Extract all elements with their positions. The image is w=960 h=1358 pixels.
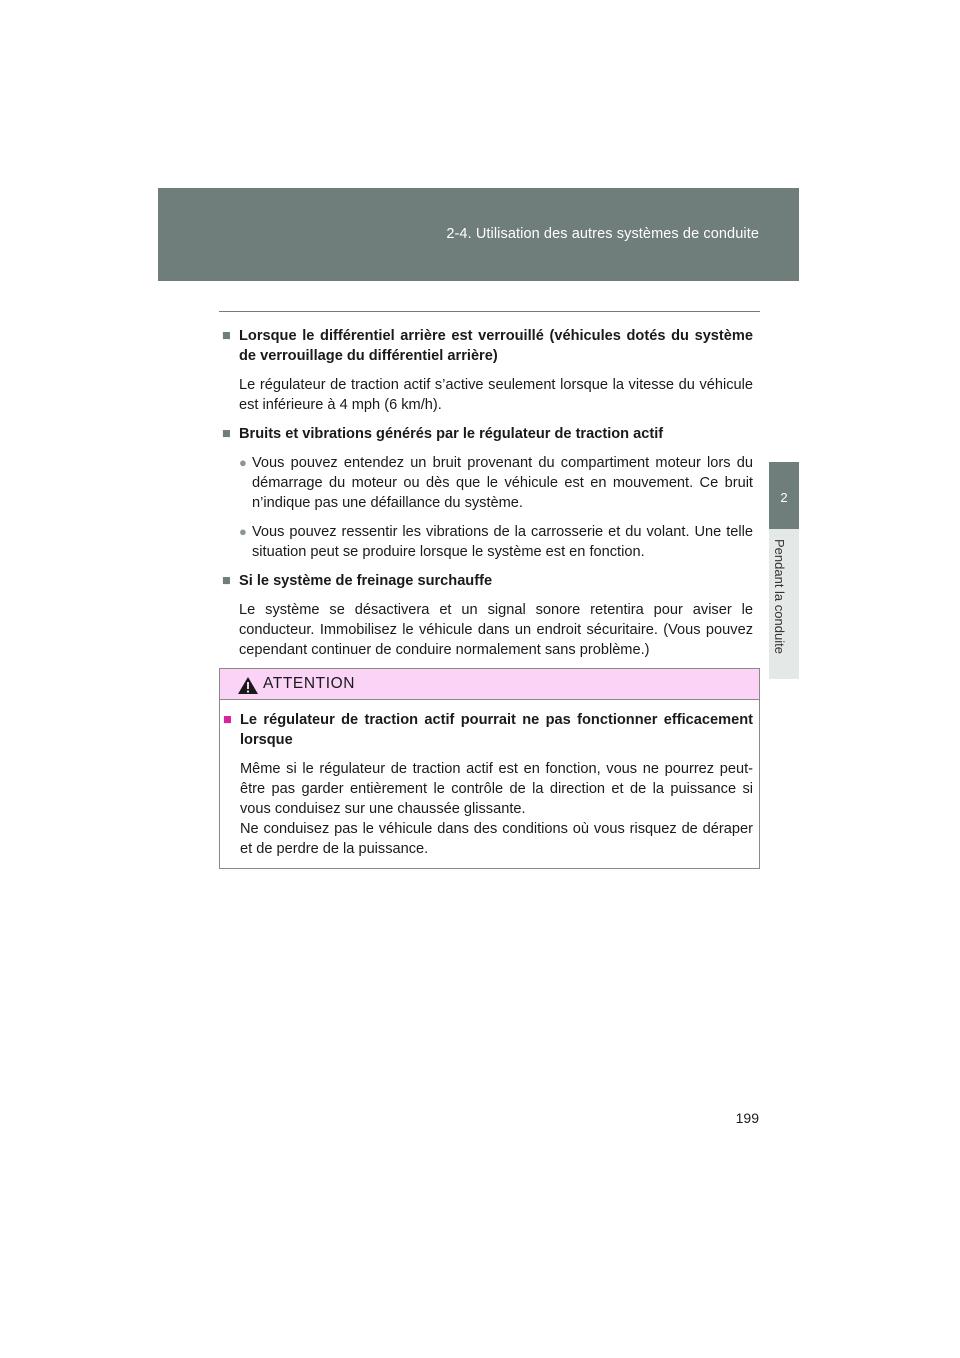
warning-text: Même si le régulateur de traction actif est en fonction, vous ne pourrez peut-être pas garder entièrement le contrôle de la direction et de la puissance si vous conduisez sur une chaussée glissante. xyxy=(240,761,753,817)
round-bullet-icon: ● xyxy=(239,455,247,470)
warning-heading xyxy=(223,710,753,750)
section-heading-text: Bruits et vibrations générés par le régulateur de traction actif xyxy=(239,426,664,442)
chapter-tab xyxy=(769,462,799,529)
chapter-number: 2 xyxy=(780,490,788,505)
section-heading xyxy=(222,571,753,591)
square-bullet-icon: ■ xyxy=(222,328,231,344)
section-body: Le régulateur de traction actif s’active seulement lorsque la vitesse du véhicule est inférieure à 4 mph (6 km/h). xyxy=(239,377,753,413)
list-item xyxy=(239,453,753,513)
warning-triangle-icon xyxy=(237,676,259,695)
section-heading-text: Lorsque le différentiel arrière est verrouillé (véhicules dotés du système de verrouillage du différentiel arrière) xyxy=(239,328,753,364)
list-item xyxy=(239,522,753,562)
list-item-text: Vous pouvez entendez un bruit provenant du compartiment moteur lors du démarrage du moteur ou dès que le véhicule est en mouvement. Ce bruit n’indique pas une défaillance du système. xyxy=(252,455,753,511)
warning-box xyxy=(219,668,760,869)
chapter-label: Pendant la conduite xyxy=(772,539,787,654)
section-heading xyxy=(222,326,753,366)
section-heading xyxy=(222,424,753,444)
warning-heading-text: Le régulateur de traction actif pourrait ne pas fonctionner efficacement lorsque xyxy=(240,712,753,748)
page-number: 199 xyxy=(735,1110,759,1126)
square-bullet-icon: ■ xyxy=(222,426,231,442)
warning-body xyxy=(220,700,759,859)
warning-label: ATTENTION xyxy=(263,675,356,692)
square-bullet-icon: ■ xyxy=(223,712,232,728)
chapter-header-band xyxy=(158,188,799,281)
round-bullet-icon: ● xyxy=(239,524,247,539)
section-body: Le système se désactivera et un signal sonore retentira pour aviser le conducteur. Immobilisez le véhicule dans un endroit sécuritaire. (Vous pouvez cependant continuer de conduire normalement sans problème.) xyxy=(239,602,753,658)
chapter-tab-label-area xyxy=(769,529,799,679)
warning-header xyxy=(220,669,759,700)
list-item-text: Vous pouvez ressentir les vibrations de la carrosserie et du volant. Une telle situation peut se produire lorsque le système est en fonction. xyxy=(252,524,753,560)
section-heading-text: Si le système de freinage surchauffe xyxy=(239,573,493,589)
page-content xyxy=(222,326,753,669)
warning-text: Ne conduisez pas le véhicule dans des conditions où vous risquez de déraper et de perdre de la puissance. xyxy=(240,821,753,857)
section-header-title: 2-4. Utilisation des autres systèmes de conduite xyxy=(446,226,759,242)
square-bullet-icon: ■ xyxy=(222,573,231,589)
top-divider xyxy=(219,311,760,312)
